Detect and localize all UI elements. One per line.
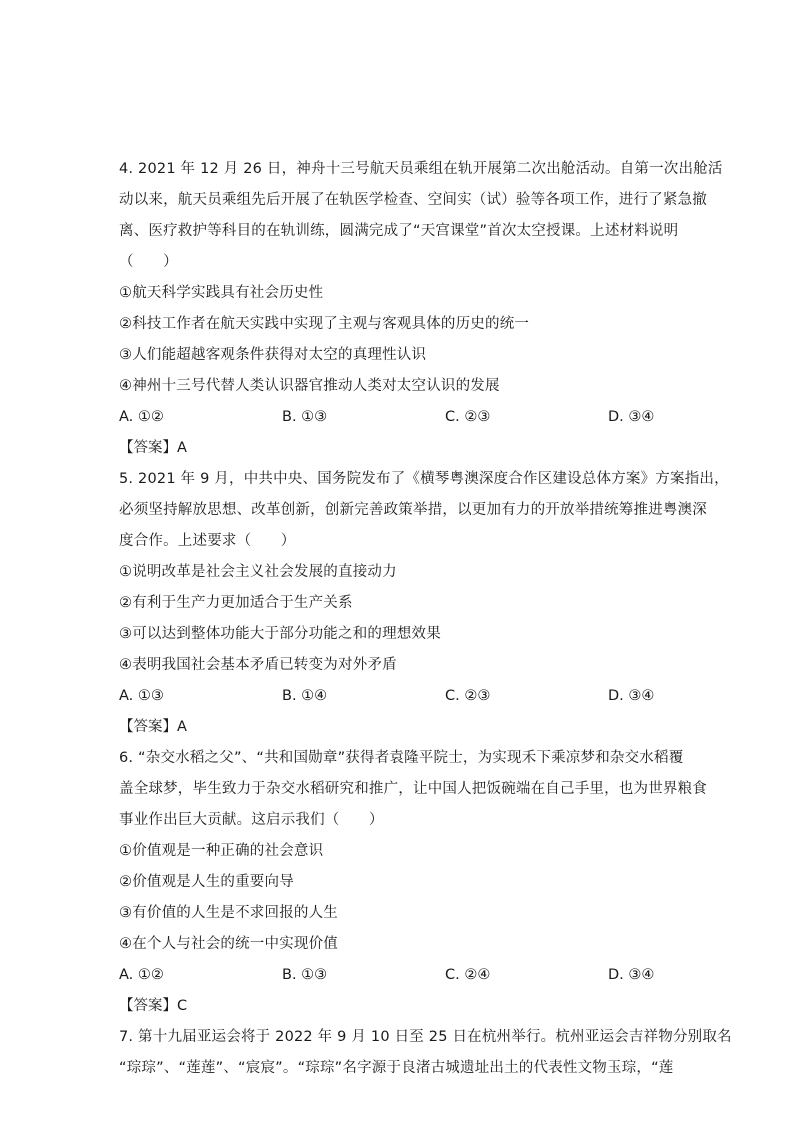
question-stem-line: 4. 2021 年 12 月 26 日，神舟十三号航天员乘组在轨开展第二次出舱活动。自第一次出舱活 <box>119 161 723 177</box>
option-a: A. ①③ <box>119 688 164 704</box>
statement: ①航天科学实践具有社会历史性 <box>119 285 324 301</box>
option-d: D. ③④ <box>608 688 655 704</box>
option-d: D. ③④ <box>608 409 655 425</box>
statement: ②价值观是人生的重要向导 <box>119 874 294 890</box>
options-row <box>119 686 679 706</box>
question-stem-line: 度合作。上述要求（ ） <box>119 533 296 549</box>
question-stem-line: 动以来，航天员乘组先后开展了在轨医学检查、空间实（试）验等各项工作，进行了紧急撤 <box>119 192 707 208</box>
answer: 【答案】A <box>119 719 187 735</box>
option-a: A. ①② <box>119 409 164 425</box>
option-b: B. ①③ <box>282 409 328 425</box>
statement: ①价值观是一种正确的社会意识 <box>119 843 324 859</box>
question-stem-line: 必须坚持解放思想、改革创新，创新完善政策举措，以更加有力的开放举措统筹推进粤澳深 <box>119 502 707 518</box>
options-row <box>119 407 679 427</box>
statement: ②有利于生产力更加适合于生产关系 <box>119 595 353 611</box>
question-stem-line: 盖全球梦，毕生致力于杂交水稻研究和推广，让中国人把饭碗端在自己手里，也为世界粮食 <box>119 781 707 797</box>
question-stem-line: “琮琮”、“莲莲”、“宸宸”。“琮琮”名字源于良渚古城遗址出土的代表性文物玉琮，“莲 <box>119 1060 674 1076</box>
question-stem-line: 5. 2021 年 9 月，中共中央、国务院发布了《横琴粤澳深度合作区建设总体方案》方案指出， <box>119 471 729 487</box>
question-stem-line: 事业作出巨大贡献。这启示我们（ ） <box>119 812 384 828</box>
option-d: D. ③④ <box>608 967 655 983</box>
question-stem-line: 7. 第十九届亚运会将于 2022 年 9 月 10 日至 25 日在杭州举行。杭州亚运会吉祥物分别取名 <box>119 1029 732 1045</box>
statement: ③人们能超越客观条件获得对太空的真理性认识 <box>119 347 427 363</box>
statement: ①说明改革是社会主义社会发展的直接动力 <box>119 564 397 580</box>
question-stem-line: （ ） <box>119 254 178 270</box>
statement: ④神州十三号代替人类认识器官推动人类对太空认识的发展 <box>119 378 500 394</box>
options-row <box>119 965 679 985</box>
option-c: C. ②③ <box>445 409 491 425</box>
option-b: B. ①③ <box>282 967 328 983</box>
option-b: B. ①④ <box>282 688 328 704</box>
statement: ②科技工作者在航天实践中实现了主观与客观具体的历史的统一 <box>119 316 530 332</box>
option-a: A. ①② <box>119 967 164 983</box>
statement: ③可以达到整体功能大于部分功能之和的理想效果 <box>119 626 441 642</box>
option-c: C. ②④ <box>445 967 491 983</box>
question-stem-line: 6. “杂交水稻之父”、“共和国勋章”获得者袁隆平院士，为实现禾下乘凉梦和杂交水稻覆 <box>119 750 684 766</box>
statement: ④表明我国社会基本矛盾已转变为对外矛盾 <box>119 657 397 673</box>
option-c: C. ②③ <box>445 688 491 704</box>
question-stem-line: 离、医疗救护等科目的在轨训练，圆满完成了“天宫课堂”首次太空授课。上述材料说明 <box>119 223 679 239</box>
statement: ④在个人与社会的统一中实现价值 <box>119 936 338 952</box>
statement: ③有价值的人生是不求回报的人生 <box>119 905 338 921</box>
answer: 【答案】A <box>119 440 187 456</box>
answer: 【答案】C <box>119 998 188 1014</box>
